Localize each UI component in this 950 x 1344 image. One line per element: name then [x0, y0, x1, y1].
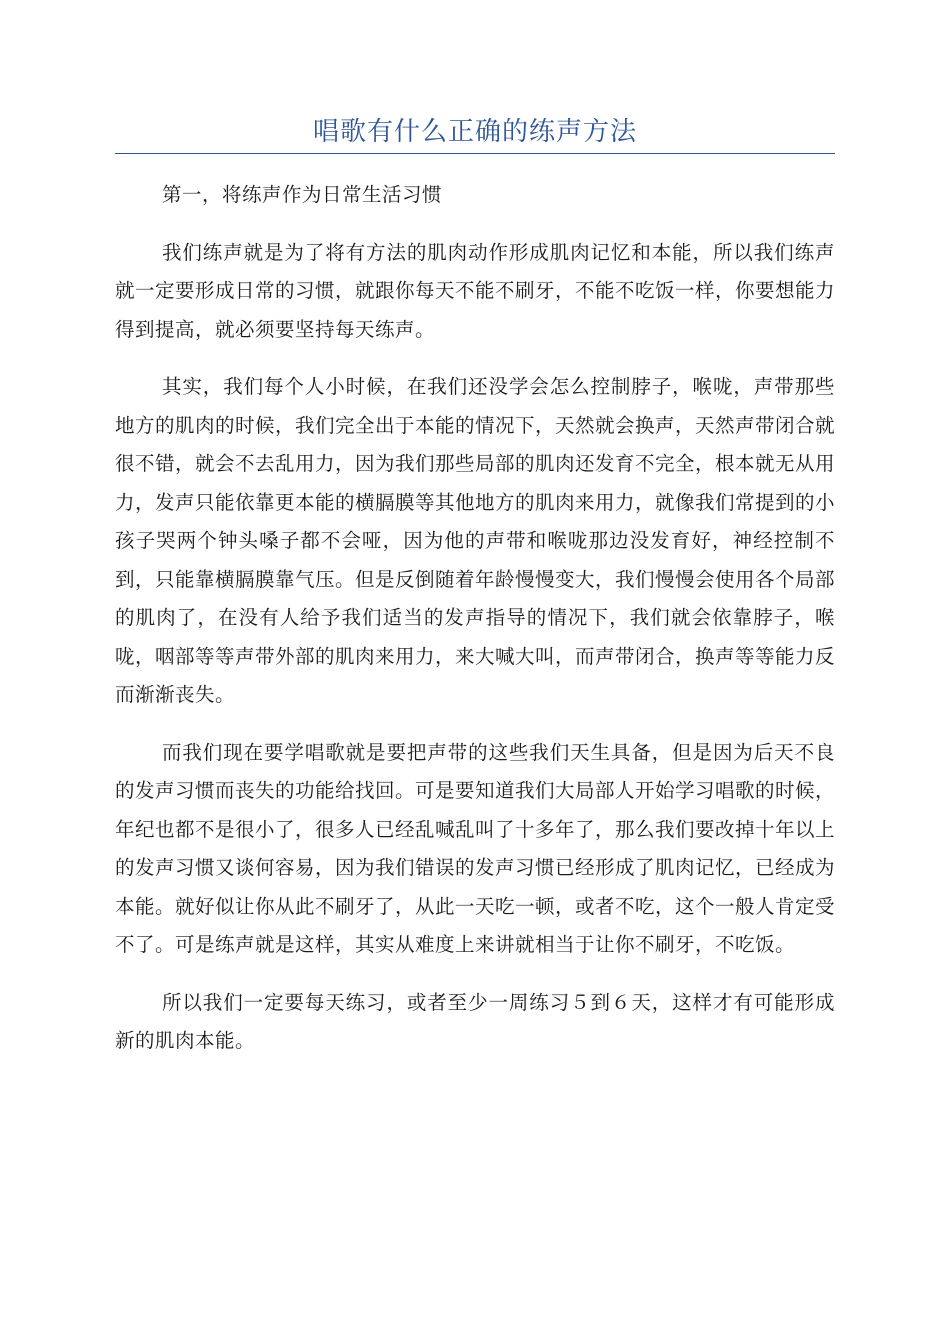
document-body [115, 176, 835, 1080]
section-heading-paragraph: 第一，将练声作为日常生活习惯 [162, 183, 443, 206]
body-paragraph: 我们练声就是为了将有方法的肌肉动作形成肌肉记忆和本能，所以我们练声就一定要形成日常的习惯，就跟你每天不能不刷牙，不能不吃饭一样，你要想能力得到提高，就必须要坚持每天练声。 [115, 240, 836, 341]
body-paragraph: 而我们现在要学唱歌就是要把声带的这些我们天生具备，但是因为后天不良的发声习惯而丧失的功能给找回。可是要知道我们大局部人开始学习唱歌的时候，年纪也都不是很小了，很多人已经乱喊乱叫了十多年了，那么我们要改掉十年以上的发声习惯又谈何容易，因为我们错误的发声习惯已经形成了肌肉记忆，已经成为本能。就好似让你从此不刷牙了，从此一天吃一顿，或者不吃，这个一般人肯定受不了。可是练声就是这样，其实从难度上来讲就相当于让你不刷牙，不吃饭。 [115, 740, 836, 956]
document-title: 唱歌有什么正确的练声方法 [312, 117, 637, 147]
body-paragraph: 其实，我们每个人小时候，在我们还没学会怎么控制脖子，喉咙，声带那些地方的肌肉的时候，我们完全出于本能的情况下，天然就会换声，天然声带闭合就很不错，就会不去乱用力，因为我们那些局部的肌肉还发育不完全，根本就无从用力，发声只能依靠更本能的横膈膜等其他地方的肌肉来用力，就像我们常提到的小孩子哭两个钟头嗓子都不会哑，因为他的声带和喉咙那边没发育好，神经控制不到，只能靠横膈膜靠气压。但是反倒随着年龄慢慢变大，我们慢慢会使用各个局部的肌肉了，在没有人给予我们适当的发声指导的情况下，我们就会依靠脖子，喉咙，咽部等等声带外部的肌肉来用力，来大喊大叫，而声带闭合，换声等等能力反而渐渐丧失。 [115, 375, 836, 706]
body-paragraph: 所以我们一定要每天练习，或者至少一周练习５到６天，这样才有可能形成新的肌肉本能。 [115, 990, 835, 1052]
title-underline-divider [115, 153, 835, 154]
